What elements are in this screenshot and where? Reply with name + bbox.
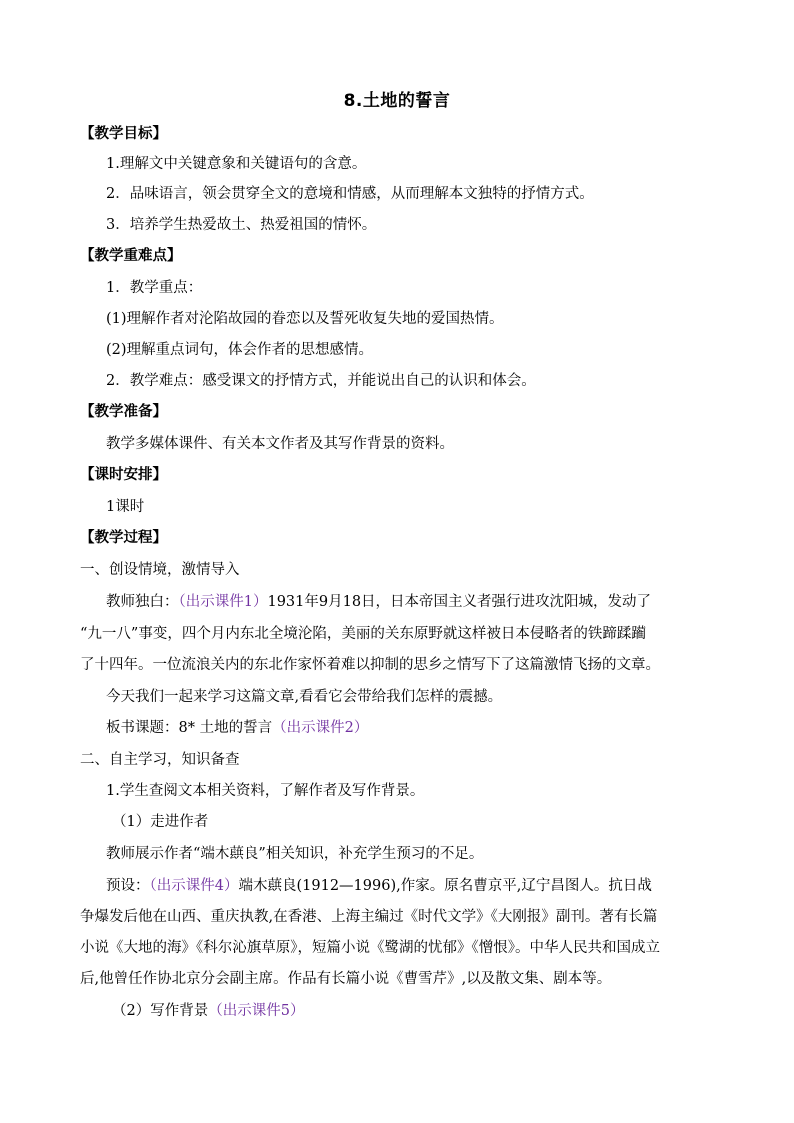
paragraph-1-text: 1931年9月18日，日本帝国主义者强行进攻沈阳城，发动了 (267, 594, 652, 610)
preset-label: 预设： (106, 878, 150, 894)
key-point-1a: (1)理解作者对沦陷故园的眷恋以及誓死收复失地的爱国热情。 (106, 311, 504, 327)
courseware-tag-4: （出示课件4） (149, 878, 239, 894)
key-point-1: 1．教学重点： (106, 280, 203, 296)
preset-line-3: 小说《大地的海》《科尔沁旗草原》，短篇小说《鹭湖的忧郁》《憎恨》。中华人民共和国成立 (80, 940, 660, 956)
section-heading-schedule: 【课时安排】 (80, 466, 167, 483)
self-study-item-1-1: （1）走进作者 (112, 814, 209, 830)
teacher-monologue-label: 教师独白： (106, 594, 179, 610)
page-title: 8.土地的誓言 (343, 91, 451, 111)
goal-item-1: 1.理解文中关键意象和关键语句的含意。 (106, 156, 367, 172)
courseware-tag-1: （出示课件1） (178, 594, 268, 610)
goal-item-3: 3．培养学生热爱故土、热爱祖国的情怀。 (106, 217, 377, 233)
author-intro-text: 教师展示作者“端木蕻良”相关知识，补充学生预习的不足。 (106, 846, 484, 862)
paragraph-2: 今天我们一起来学习这篇文章,看看它会带给我们怎样的震撼。 (106, 689, 503, 705)
courseware-tag-5: （出示课件5） (208, 1003, 305, 1019)
self-study-item-1: 1.学生查阅文本相关资料，了解作者及写作背景。 (106, 783, 425, 799)
board-title-text: 板书课题：8* 土地的誓言 (106, 720, 273, 736)
preset-text: 端木蕻良(1912—1996),作家。原名曹京平,辽宁昌图人。抗日战 (238, 878, 652, 894)
section-heading-key-points: 【教学重难点】 (80, 247, 182, 264)
preset-line-1 (106, 876, 720, 896)
paragraph-1-line-3: 了十四年。一位流浪关内的东北作家怀着难以抑制的思乡之情写下了这篇激情飞扬的文章。 (80, 657, 660, 673)
self-study-item-1-2 (112, 1001, 752, 1021)
writing-background-label: （2）写作背景 (112, 1003, 209, 1019)
preset-line-4: 后,他曾任作协北京分会副主席。作品有长篇小说《曹雪芹》,以及散文集、剧本等。 (80, 971, 612, 987)
key-point-1b: (2)理解重点词句，体会作者的思想感情。 (106, 342, 374, 358)
preset-line-2: 争爆发后他在山西、重庆执教,在香港、上海主编过《时代文学》《大刚报》副刊。著有长篇 (80, 909, 658, 925)
section-heading-process: 【教学过程】 (80, 529, 167, 546)
process-part-2-heading: 二、自主学习，知识备查 (80, 752, 240, 768)
paragraph-1-line-1 (106, 592, 720, 612)
board-title-line (106, 718, 746, 738)
schedule-text: 1课时 (106, 499, 145, 515)
goal-item-2: 2．品味语言，领会贯穿全文的意境和情感，从而理解本文独特的抒情方式。 (106, 186, 594, 202)
section-heading-goals: 【教学目标】 (80, 125, 167, 142)
section-heading-preparation: 【教学准备】 (80, 403, 167, 420)
preparation-text: 教学多媒体课件、有关本文作者及其写作背景的资料。 (106, 436, 454, 452)
courseware-tag-2: （出示课件2） (272, 720, 369, 736)
paragraph-1-line-2: “九一八”事变，四个月内东北全境沦陷，美丽的关东原野就这样被日本侵略者的铁蹄蹂躏 (80, 626, 646, 642)
key-point-2: 2．教学难点：感受课文的抒情方式，并能说出自己的认识和体会。 (106, 373, 536, 389)
process-part-1-heading: 一、创设情境，激情导入 (80, 562, 240, 578)
